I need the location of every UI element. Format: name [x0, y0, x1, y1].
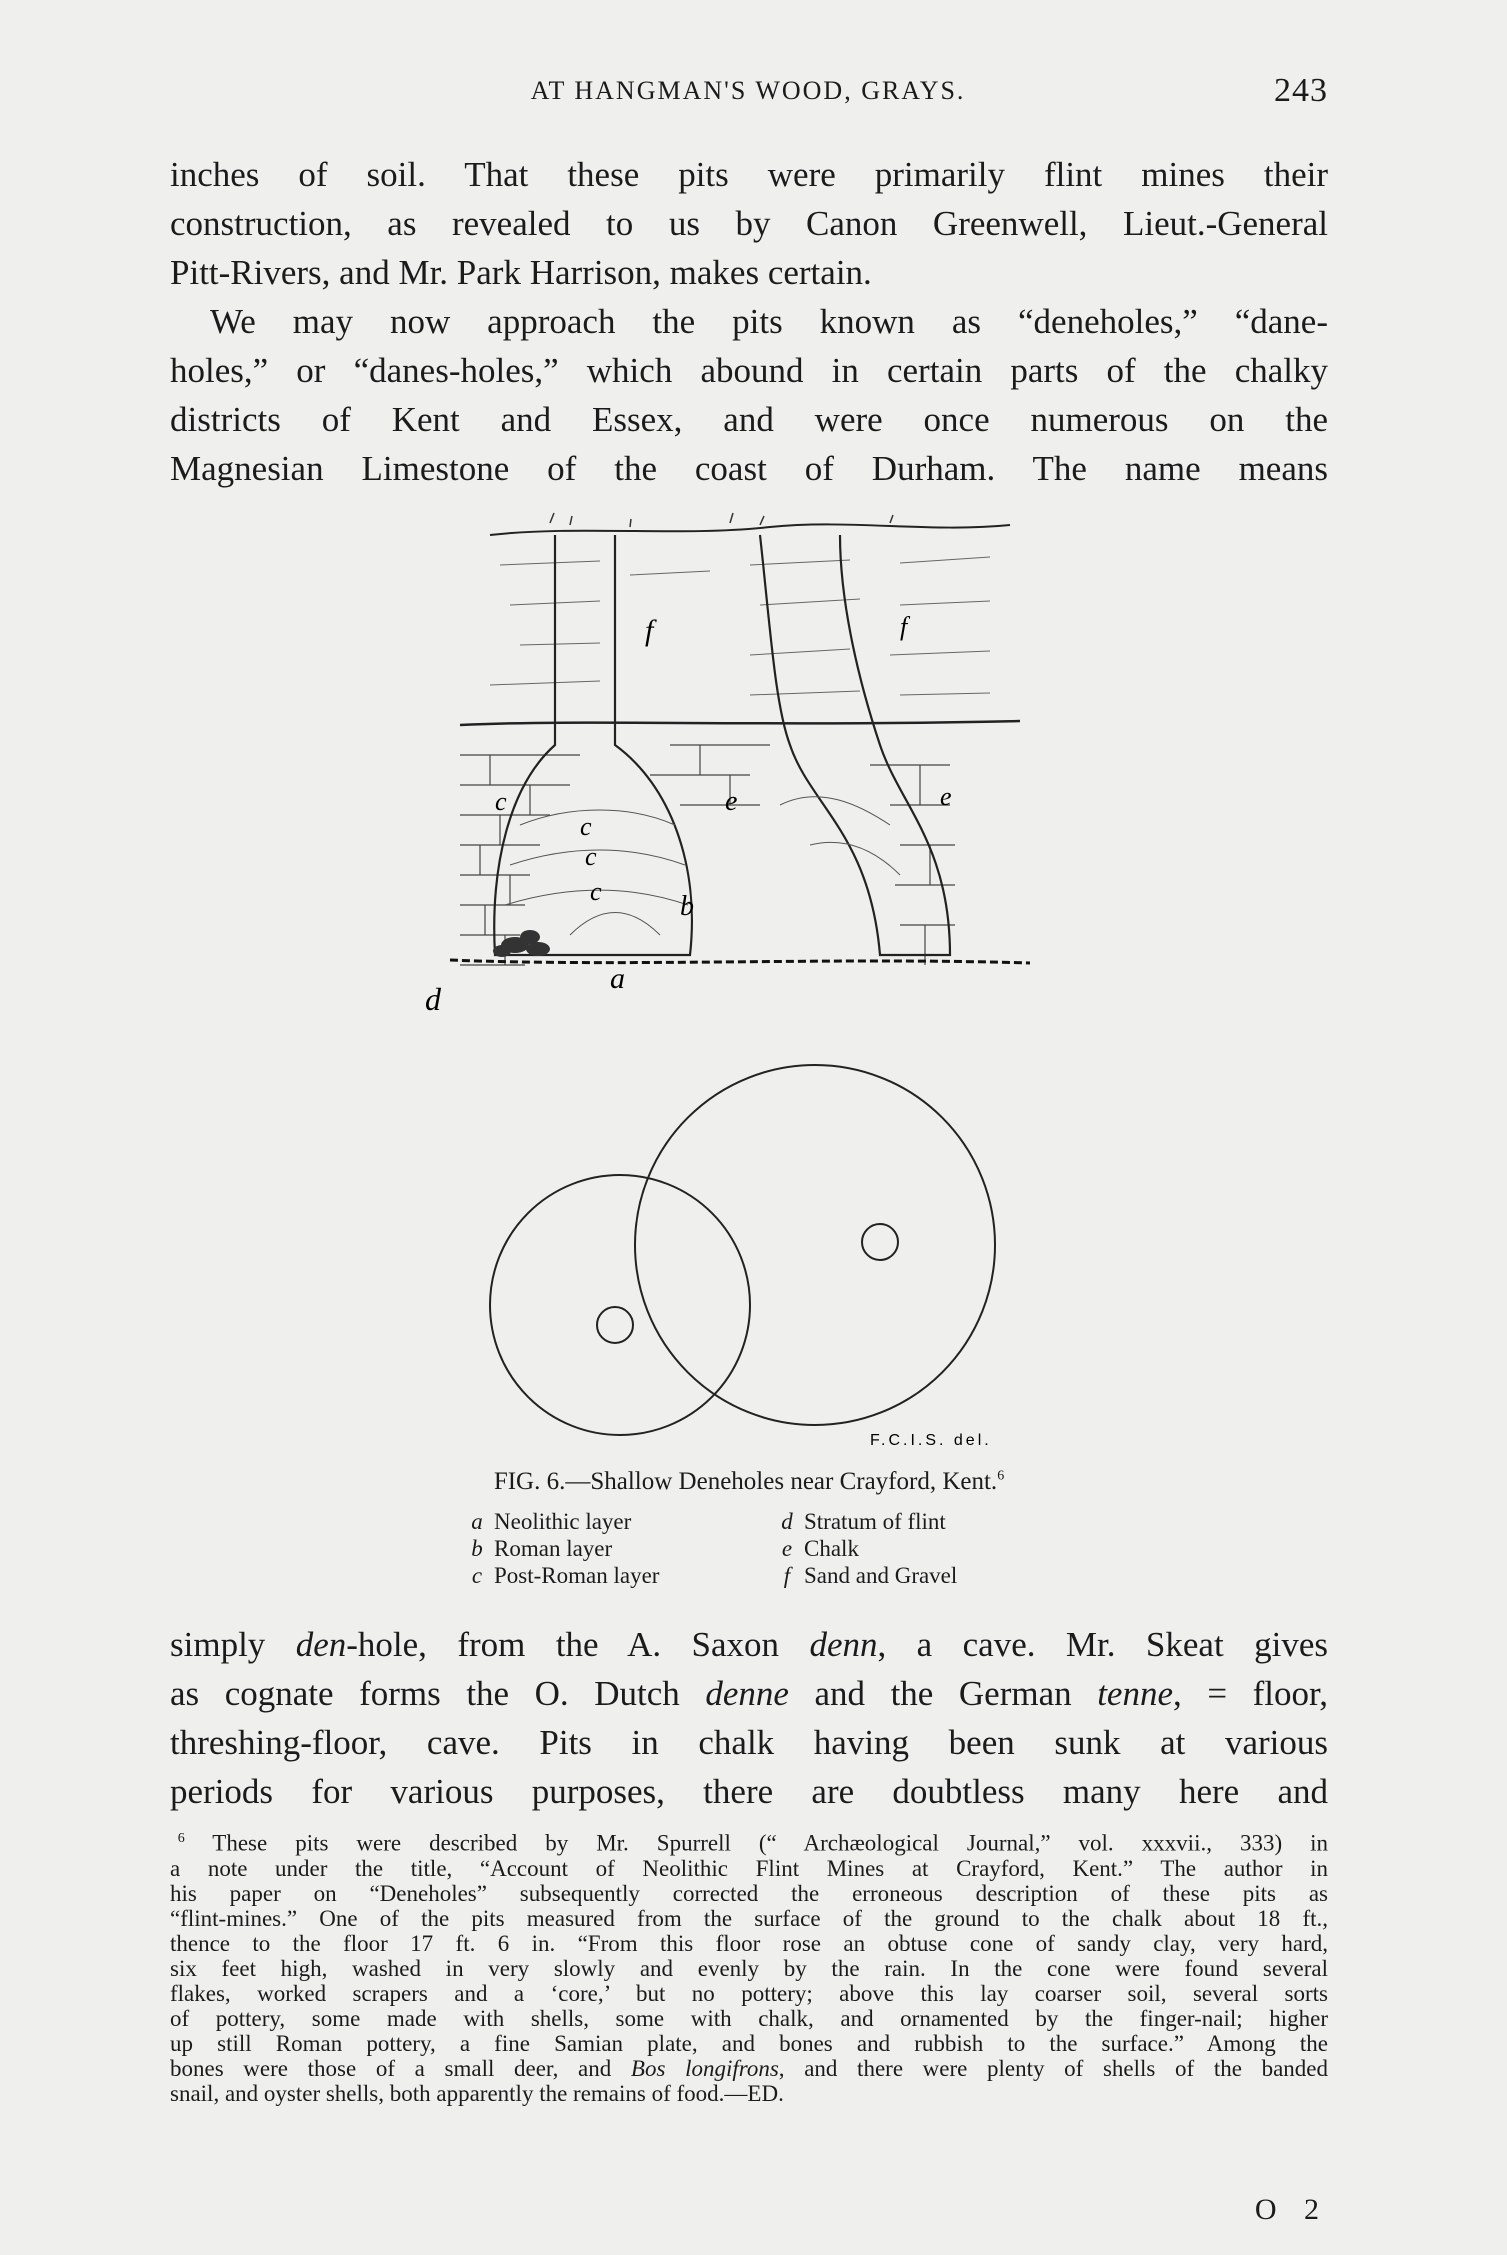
text-line: Magnesian Limestone of the coast of Durham. The name means	[170, 449, 1328, 488]
plan-left-chamber	[490, 1175, 750, 1435]
text-span: and the German	[788, 1674, 1098, 1713]
plan-left-shaft	[597, 1307, 633, 1343]
running-head	[168, 72, 1328, 112]
pit-fill-layers	[505, 797, 900, 935]
label-c-outer: c	[495, 787, 507, 816]
text-span: as cognate forms the O. Dutch	[170, 1674, 706, 1713]
floor-line	[450, 960, 1030, 963]
text-line	[170, 1620, 1328, 1669]
legend-row	[460, 1535, 1080, 1562]
caption-text: —Shallow Deneholes near Crayford, Kent.	[565, 1468, 998, 1495]
text-line: threshing-floor, cave. Pits in chalk having been sunk at various	[170, 1723, 1328, 1762]
footnote-marker: 6	[177, 1831, 185, 1846]
legend-row	[460, 1562, 1080, 1589]
text-line: construction, as revealed to us by Canon Greenwell, Lieut.-General	[170, 204, 1328, 243]
italic-word: denne	[705, 1674, 789, 1713]
flint-pile	[493, 930, 550, 957]
legend-key: d	[781, 1509, 793, 1534]
legend-label: Sand and Gravel	[804, 1563, 958, 1588]
text-line: We may now approach the pits known as “deneholes,” “dane-	[210, 302, 1328, 341]
footnote-line: his paper on “Deneholes” subsequently corrected the erroneous description of these pits as	[170, 1880, 1328, 1906]
caption-note-ref: 6	[997, 1468, 1005, 1484]
label-e-right: e	[940, 782, 952, 811]
label-f-right: f	[900, 612, 908, 641]
footnote-line	[170, 2056, 1328, 2081]
text-line: inches of soil. That these pits were primarily flint mines their	[170, 155, 1328, 194]
legend-item	[460, 1562, 770, 1589]
legend-item	[770, 1508, 1080, 1535]
text-span: , = floor,	[1173, 1674, 1328, 1713]
running-title: AT HANGMAN'S WOOD, GRAYS.	[530, 76, 966, 105]
text-span: These pits were described by Mr. Spurrell (“ Archæological Journal,” vol. xxxvii., 333) in	[212, 1830, 1328, 1856]
plan-right-chamber	[635, 1065, 995, 1425]
label-b: b	[680, 891, 694, 922]
footnote-line: of pottery, some made with shells, some with chalk, and ornamented by the finger-nail; higher	[170, 2005, 1328, 2031]
text-line: periods for various purposes, there are doubtless many here and	[170, 1772, 1328, 1811]
legend-item	[770, 1562, 1080, 1589]
text-line	[170, 1669, 1328, 1718]
footnote-line	[170, 1826, 1328, 1856]
italic-word: tenne	[1097, 1674, 1173, 1713]
legend-label: Roman layer	[494, 1536, 613, 1561]
footnote	[170, 1826, 1328, 2106]
italic-word: Bos longifrons	[630, 2055, 779, 2081]
footnote-line: snail, and oyster shells, both apparently the remains of food.—ED.	[170, 2080, 784, 2106]
page-number: 243	[1274, 72, 1328, 109]
text-span: , a cave. Mr. Skeat gives	[877, 1625, 1328, 1664]
footnote-line: up still Roman pottery, a fine Samian plate, and bones and rubbish to the surface.” Among the	[170, 2030, 1328, 2056]
text-span: -hole, from the A. Saxon	[346, 1625, 810, 1664]
footnote-line: thence to the floor 17 ft. 6 in. “From this floor rose an obtuse cone of sandy clay, very hard,	[170, 1930, 1328, 1956]
footnote-line: flakes, worked scrapers and a ‘core,’ but no pottery; above this lay coarser soil, several sorts	[170, 1980, 1328, 2006]
text-line: districts of Kent and Essex, and were once numerous on the	[170, 400, 1328, 439]
legend-label: Neolithic layer	[494, 1509, 632, 1534]
text-span: simply	[170, 1625, 296, 1664]
legend-key: a	[471, 1509, 483, 1534]
legend-key: b	[471, 1536, 483, 1561]
footnote-line: six feet high, washed in very slowly and evenly by the rain. In the cone were found several	[170, 1955, 1328, 1981]
text-span: , and there were plenty of shells of the banded	[778, 2055, 1328, 2081]
footnote-line: “flint-mines.” One of the pits measured from the surface of the ground to the chalk about 18 ft.,	[170, 1905, 1328, 1931]
text-span: bones were those of a small deer, and	[170, 2055, 631, 2081]
paragraph-deneholes-intro	[170, 297, 1328, 493]
plan-right-shaft	[862, 1224, 898, 1260]
italic-word: denn	[809, 1625, 878, 1664]
paragraph-etymology	[170, 1620, 1328, 1816]
legend-key: f	[783, 1563, 791, 1588]
right-pit-outline	[760, 535, 950, 955]
legend-item	[460, 1535, 770, 1562]
denehole-figure	[425, 505, 1050, 1465]
legend-key: c	[471, 1563, 483, 1588]
legend-label: Stratum of flint	[804, 1509, 946, 1534]
ground-surface	[490, 524, 1010, 535]
chalk-top-line	[460, 721, 1020, 725]
legend-label: Chalk	[804, 1536, 859, 1561]
denehole-section-drawing	[425, 505, 1050, 1465]
legend-label: Post-Roman layer	[494, 1563, 660, 1588]
label-d: d	[425, 981, 441, 1017]
text-line: holes,” or “danes-holes,” which abound in certain parts of the chalky	[170, 351, 1328, 390]
legend-key: e	[781, 1536, 793, 1561]
signature-mark: O 2	[1254, 2193, 1329, 2226]
caption-fig-number: FIG. 6.	[493, 1468, 566, 1495]
italic-word: den	[295, 1625, 347, 1664]
figure-caption	[170, 1468, 1328, 1496]
legend-item	[460, 1508, 770, 1535]
label-c-2: c	[585, 842, 597, 871]
label-c-3: c	[590, 877, 602, 906]
legend-item	[770, 1535, 1080, 1562]
label-e: e	[725, 786, 738, 817]
legend-row	[460, 1508, 1080, 1535]
figure-legend	[460, 1508, 1080, 1589]
label-c-1: c	[580, 812, 592, 841]
label-a: a	[610, 962, 625, 995]
artist-credit: F.C.I.S. del.	[870, 1432, 992, 1449]
label-f: f	[645, 614, 654, 647]
sand-gravel-stratum	[490, 557, 990, 695]
paragraph-flint-mines	[170, 150, 1328, 297]
footnote-line: a note under the title, “Account of Neolithic Flint Mines at Crayford, Kent.” The author in	[170, 1855, 1328, 1881]
text-line: Pitt-Rivers, and Mr. Park Harrison, makes certain.	[170, 253, 872, 292]
